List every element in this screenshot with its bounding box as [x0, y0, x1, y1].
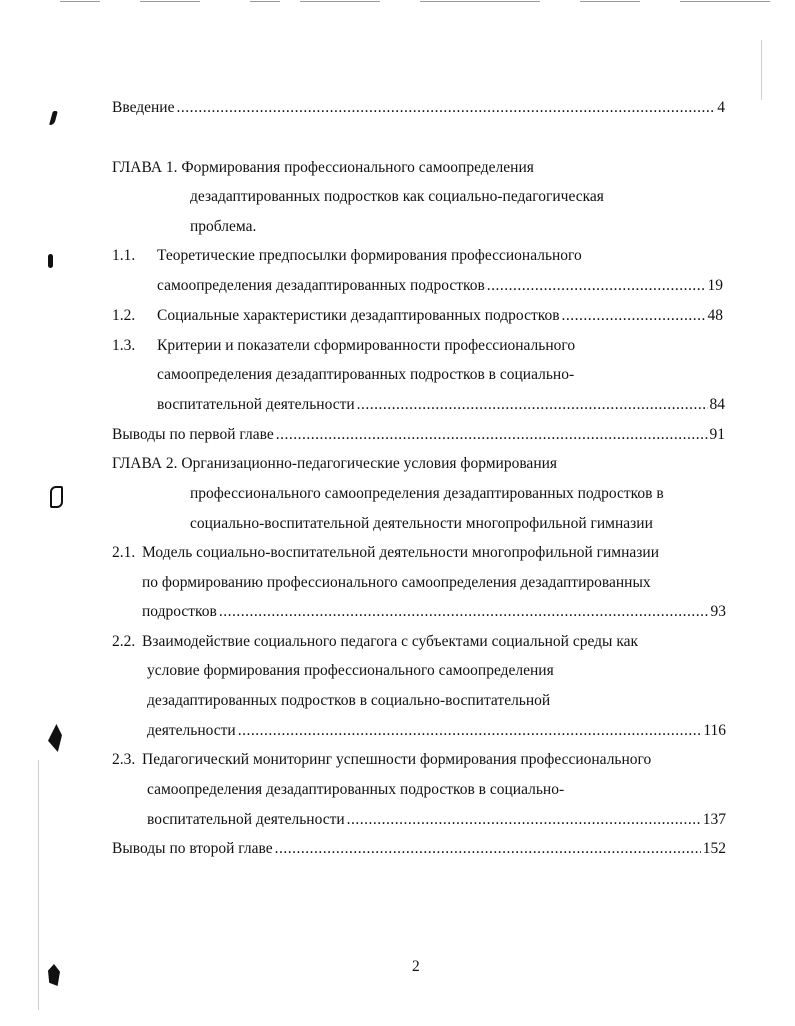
section-1-3-entry[interactable] — [157, 396, 725, 414]
chapter1-conclusion[interactable] — [112, 426, 725, 444]
section-2-1-line-2[interactable]: по формированию профессионального самоопределения дезадаптированных — [142, 574, 651, 591]
binding-mark-5 — [48, 964, 60, 986]
toc-intro-page: 4 — [717, 99, 725, 116]
section-1-2-number: 1.2. — [112, 307, 136, 324]
section-1-2-line-1: Социальные характеристики дезадаптированных подростков — [157, 307, 560, 324]
section-2-1-page: 93 — [710, 603, 726, 620]
section-2-2-page: 116 — [703, 722, 726, 739]
section-2-3-line-2[interactable]: самоопределения дезадаптированных подростков в социально- — [147, 781, 565, 798]
leader-dots — [562, 307, 706, 325]
scan-top-edge — [0, 0, 795, 4]
chapter1-title-line-2: дезадаптированных подростков как социально-педагогическая — [190, 188, 604, 205]
leader-dots — [347, 811, 701, 829]
section-1-1-page: 19 — [707, 277, 723, 294]
section-1-3-line-2[interactable]: самоопределения дезадаптированных подростков в социально- — [157, 366, 575, 383]
section-2-2-number: 2.2. — [112, 633, 136, 650]
leader-dots — [219, 603, 709, 621]
section-2-3-line-1[interactable]: Педагогический мониторинг успешности формирования профессионального — [142, 751, 652, 768]
section-2-2-line-1[interactable]: Взаимодействие социального педагога с субъектами социальной среды как — [142, 633, 639, 650]
section-2-1-line-1[interactable]: Модель социально-воспитательной деятельности многопрофильной гимназии — [142, 544, 660, 561]
chapter2-conclusion-page: 152 — [702, 840, 726, 857]
section-1-3-number: 1.3. — [112, 337, 136, 354]
section-1-2-page: 48 — [707, 307, 723, 324]
section-1-3-page: 84 — [709, 396, 725, 413]
toc-intro-label: Введение — [112, 99, 175, 116]
section-1-2-entry[interactable] — [157, 307, 723, 325]
leader-dots — [357, 396, 708, 414]
section-2-1-entry[interactable] — [142, 603, 726, 621]
section-2-3-page: 137 — [702, 811, 726, 828]
chapter1-conclusion-label: Выводы по первой главе — [112, 426, 274, 443]
section-1-3-line-3: воспитательной деятельности — [157, 396, 355, 413]
section-1-1-line-2: самоопределения дезадаптированных подростков — [157, 277, 485, 294]
section-2-2-entry[interactable] — [147, 722, 726, 740]
section-1-1-entry[interactable] — [157, 277, 723, 295]
section-2-1-number: 2.1. — [112, 544, 136, 561]
section-2-1-line-3: подростков — [142, 603, 217, 620]
binding-mark-4 — [48, 724, 62, 752]
leader-dots — [238, 722, 702, 740]
scan-left-rule — [38, 760, 39, 1010]
chapter2-title-line-2: профессионального самоопределения дезадаптированных подростков в — [190, 485, 664, 502]
section-1-1-number: 1.1. — [112, 247, 136, 264]
chapter1-title-line-1: ГЛАВА 1. Формирования профессионального самоопределения — [112, 159, 534, 176]
leader-dots — [176, 99, 715, 117]
leader-dots — [275, 840, 701, 858]
toc-intro[interactable] — [112, 99, 725, 117]
section-2-3-number: 2.3. — [112, 751, 136, 768]
chapter2-title-line-1: ГЛАВА 2. Организационно-педагогические условия формирования — [112, 455, 558, 472]
scan-right-rule — [761, 40, 762, 100]
section-1-1-line-1[interactable]: Теоретические предпосылки формирования профессионального — [157, 247, 582, 264]
binding-mark-2 — [48, 254, 53, 268]
chapter2-title-line-3: социально-воспитательной деятельности многопрофильной гимназии — [190, 515, 653, 532]
section-2-2-line-4: деятельности — [147, 722, 236, 739]
section-2-3-line-3: воспитательной деятельности — [147, 811, 345, 828]
chapter1-conclusion-page: 91 — [709, 426, 725, 443]
page-number: 2 — [412, 958, 420, 975]
binding-mark-1 — [49, 111, 58, 125]
chapter1-title-line-3: проблема. — [190, 218, 257, 235]
section-2-2-line-3[interactable]: дезадаптированных подростков в социально-воспитательной — [147, 692, 551, 709]
binding-mark-3 — [50, 486, 63, 508]
section-1-3-line-1[interactable]: Критерии и показатели сформированности профессионального — [157, 337, 576, 354]
chapter2-conclusion[interactable] — [112, 840, 726, 858]
section-2-3-entry[interactable] — [147, 811, 726, 829]
chapter2-conclusion-label: Выводы по второй главе — [112, 840, 273, 857]
leader-dots — [276, 426, 708, 444]
leader-dots — [487, 277, 706, 295]
section-2-2-line-2[interactable]: условие формирования профессионального самоопределения — [147, 662, 554, 679]
